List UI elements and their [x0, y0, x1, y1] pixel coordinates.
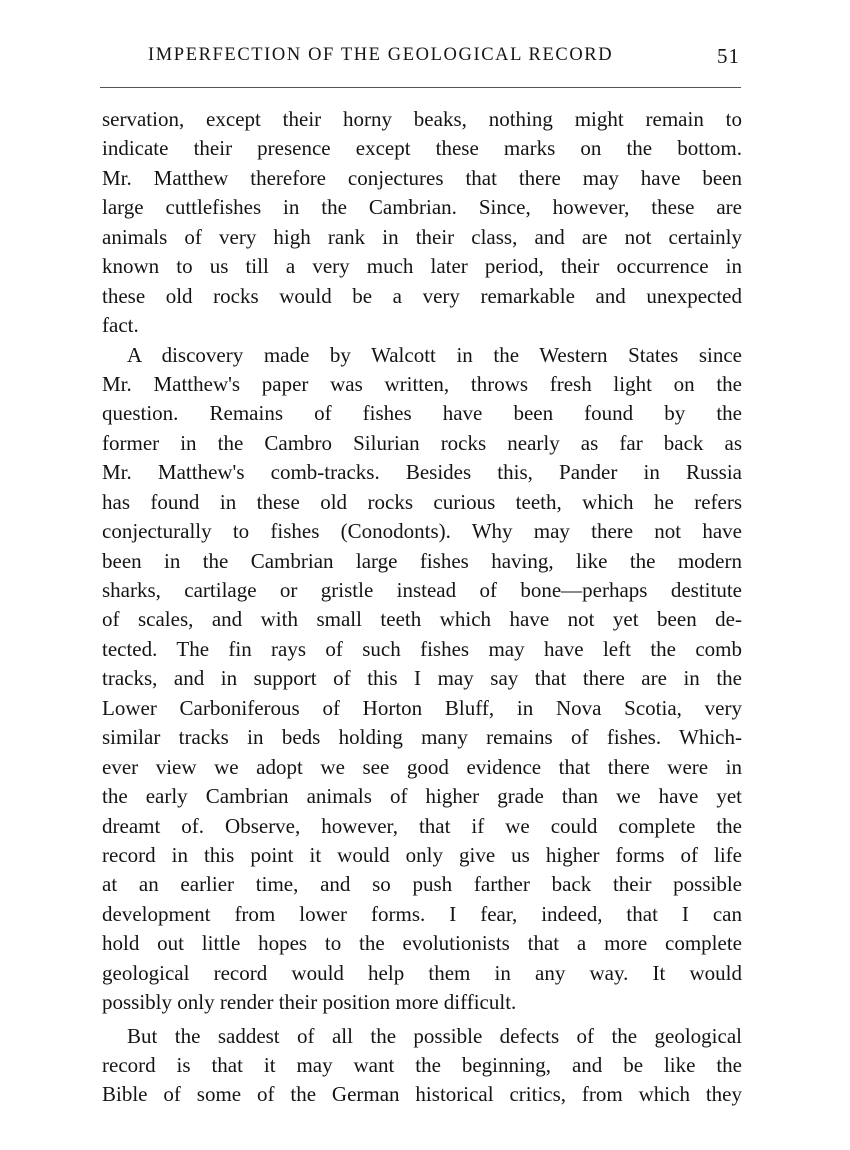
- page-number: 51: [717, 44, 740, 68]
- text-line: similar tracks in beds holding many remains of fishes. Which-: [102, 725, 742, 750]
- text-line: geological record would help them in any way. It would: [102, 960, 742, 985]
- text-line: of scales, and with small teeth which have not yet been de-: [102, 607, 742, 632]
- text-line: the early Cambrian animals of higher grade than we have yet: [102, 784, 742, 809]
- text-line: large cuttlefishes in the Cambrian. Since, however, these are: [102, 195, 742, 220]
- text-line: servation, except their horny beaks, nothing might remain to: [102, 107, 742, 131]
- text-line: at an earlier time, and so push farther back their possible: [102, 872, 742, 897]
- text-line: sharks, cartilage or gristle instead of bone—perhaps destitute: [102, 578, 742, 602]
- text-line: Mr. Matthew's paper was written, throws fresh light on the: [102, 371, 742, 396]
- text-line: hold out little hopes to the evolutionists that a more complete: [102, 931, 742, 956]
- text-line: Lower Carboniferous of Horton Bluff, in Nova Scotia, very: [102, 695, 742, 720]
- text-line: record in this point it would only give us higher forms of life: [102, 842, 742, 867]
- body-text: [102, 105, 742, 1110]
- running-title: IMPERFECTION OF THE GEOLOGICAL RECORD: [148, 45, 614, 65]
- text-line: conjecturally to fishes (Conodonts). Why may there not have: [102, 519, 742, 544]
- text-line: Mr. Matthew therefore conjectures that there may have been: [102, 165, 742, 190]
- text-line: ever view we adopt we see good evidence that there were in: [102, 754, 742, 779]
- text-line: been in the Cambrian large fishes having, like the modern: [102, 548, 742, 573]
- text-line: But the saddest of all the possible defects of the geological: [127, 1023, 742, 1048]
- text-line: these old rocks would be a very remarkable and unexpected: [102, 283, 742, 308]
- text-line: fact.: [102, 313, 139, 338]
- paragraph-2: [102, 341, 742, 1018]
- text-line: possibly only render their position more difficult.: [102, 990, 517, 1015]
- running-head: [148, 45, 740, 79]
- text-line: tected. The fin rays of such fishes may have left the comb: [102, 636, 742, 661]
- text-line: indicate their presence except these marks on the bottom.: [102, 136, 742, 161]
- text-line: dreamt of. Observe, however, that if we could complete the: [102, 813, 742, 838]
- text-line: animals of very high rank in their class, and are not certainly: [102, 224, 742, 249]
- text-line: Mr. Matthew's comb-tracks. Besides this, Pander in Russia: [102, 460, 742, 485]
- text-line: A discovery made by Walcott in the Western States since: [127, 342, 742, 367]
- text-line: tracks, and in support of this I may say that there are in the: [102, 666, 742, 691]
- header-rule: [100, 87, 741, 88]
- paragraph-3: [102, 1022, 742, 1110]
- paragraph-1: [102, 105, 742, 341]
- text-line: known to us till a very much later period, their occurrence in: [102, 254, 742, 279]
- text-line: record is that it may want the beginning, and be like the: [102, 1053, 742, 1077]
- text-line: question. Remains of fishes have been found by the: [102, 401, 742, 426]
- text-line: former in the Cambro Silurian rocks nearly as far back as: [102, 430, 742, 455]
- text-line: has found in these old rocks curious teeth, which he refers: [102, 489, 742, 514]
- text-line: Bible of some of the German historical critics, from which they: [102, 1082, 742, 1107]
- text-line: development from lower forms. I fear, indeed, that I can: [102, 901, 742, 926]
